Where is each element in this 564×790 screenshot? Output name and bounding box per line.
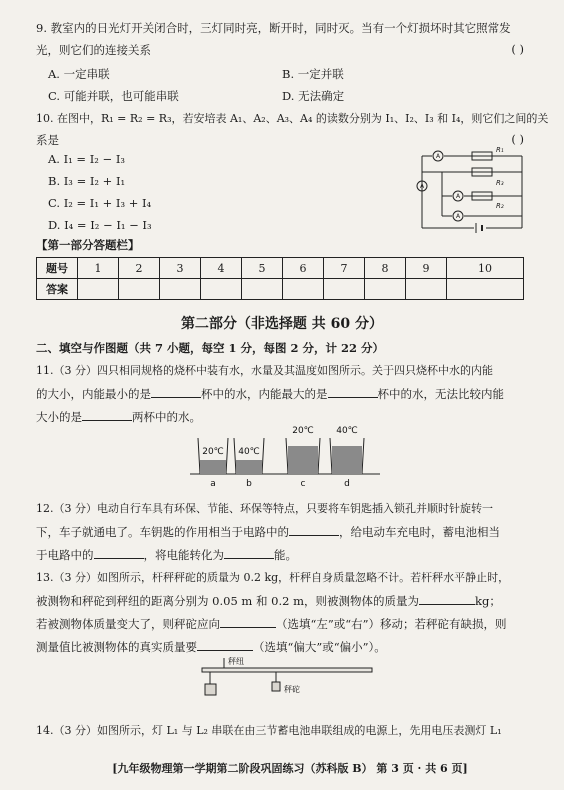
q11-stem-line3 [36,408,201,425]
answer-cell[interactable] [201,279,242,300]
q9-stem-line2: 光，则它们的连接关系 [36,43,151,57]
q10-option-a: A. I₁ = I₂ − I₃ [48,152,125,166]
q12-text: 能。 [274,548,297,562]
q11-text: 大小的是 [36,410,82,424]
answer-table-number-row [37,258,524,279]
q13-steelyard-figure [190,654,380,708]
answer-cell[interactable] [365,279,406,300]
answer-table-number: 3 [160,258,201,279]
answer-table-row2-label: 答案 [37,279,78,300]
q10-ammeter-a1-label: A [435,153,441,160]
q11-text: 杯中的水，内能最大的是 [201,387,328,401]
q13-text: 测量值比被测物体的真实质量要 [36,640,197,654]
q13-blank-direction[interactable] [220,615,276,628]
q11-blank-incomparable[interactable] [82,408,132,421]
q12-text: 于电路中的 [36,548,94,562]
answer-cell[interactable] [119,279,160,300]
q11-stem-line2 [36,385,504,402]
q10-circuit-diagram [412,142,530,238]
answer-cell[interactable] [406,279,447,300]
q14-stem-line1: 14.（3 分）如图所示，灯 L₁ 与 L₂ 串联在由三节蓄电池串联组成的电源上，先用电压表测灯 L₁ [36,724,502,737]
q11-stem-line1: 11.（3 分）四只相同规格的烧杯中装有水，水量及其温度如图所示。关于四只烧杯中水的内能 [36,364,493,377]
answer-table [36,257,524,300]
q10-answer-paren: ( ) [511,132,524,146]
q13-text: （选填“左”或“右”）移动；若秤砣有缺损，则 [276,617,507,631]
q10-option-d: D. I₄ = I₂ − I₁ − I₃ [48,218,152,232]
q10-option-b: B. I₃ = I₂ + I₁ [48,174,126,188]
q12-text: ，给电动车充电时，蓄电池相当 [339,525,500,539]
q9-stem-line1: 9. 教室内的日光灯开关闭合时，三灯同时亮，断开时，同时灭。当有一个灯损坏时其它照常发 [36,21,511,35]
answer-cell[interactable] [283,279,324,300]
part2-section-heading: 二、填空与作图题（共 7 小题，每空 1 分，每图 2 分，计 22 分） [36,341,385,355]
q11-beaker-b-temp: 40℃ [238,447,260,457]
q12-text: ，将电能转化为 [143,548,224,562]
q12-stem-line2 [36,523,500,540]
q10-r1-label: R₁ [496,146,504,154]
answer-cell[interactable] [160,279,201,300]
q13-text: （选填“偏大”或“偏小”）。 [253,640,386,654]
q13-stem-line3 [36,615,507,632]
answer-table-number: 8 [365,258,406,279]
answer-table-number: 10 [447,258,524,279]
q10-ammeter-a3-label: A [455,193,461,200]
answer-cell[interactable] [447,279,524,300]
q13-weight-label: 秤砣 [284,685,300,694]
q13-blank-mass[interactable] [419,592,475,605]
answer-table-number: 7 [324,258,365,279]
q10-ammeter-a4-label: A [455,213,461,220]
q11-beaker-d-label: d [344,479,350,489]
q12-blank-battery[interactable] [94,546,144,559]
q13-text: 若被测物体质量变大了，则秤砣应向 [36,617,220,631]
answer-table-number: 1 [78,258,119,279]
q9-option-a: A. 一定串联 [48,67,110,81]
q10-r2-label: R₂ [496,202,504,210]
q11-beaker-c-label: c [300,479,306,489]
answer-cell[interactable] [78,279,119,300]
q11-beaker-d-temp: 40℃ [336,426,358,436]
answer-table-number: 4 [201,258,242,279]
answer-table-caption: 【第一部分答题栏】 [36,238,140,252]
part2-title: 第二部分（非选择题 共 60 分） [180,316,384,332]
q13-knob-label: 秤纽 [228,657,244,666]
answer-cell[interactable] [242,279,283,300]
page-footer: [九年级物理第一学期第二阶段巩固练习（苏科版 B） 第 3 页 · 共 6 页] [112,762,468,775]
q11-blank-max[interactable] [328,385,378,398]
q11-text: 杯中的水，无法比较内能 [377,387,504,401]
q9-option-b: B. 一定并联 [282,67,344,81]
q11-text: 两杯中的水。 [132,410,201,424]
q11-beaker-a-label: a [210,479,216,489]
q12-blank-energy[interactable] [224,546,274,559]
q12-stem-line3 [36,546,297,563]
q13-text: kg； [474,594,501,608]
q10-r3-label: R₃ [496,179,504,187]
answer-table-row1-label: 题号 [37,258,78,279]
q13-text: 被测物和秤砣到秤纽的距离分别为 0.05 m 和 0.2 m，则被测物体的质量为 [36,594,419,608]
answer-table-number: 9 [406,258,447,279]
q9-option-c: C. 可能并联，也可能串联 [48,89,179,103]
q11-beaker-a-temp: 20℃ [202,447,224,457]
q12-text: 下，车子就通电了。车钥匙的作用相当于电路中的 [36,525,289,539]
q13-blank-bias[interactable] [197,638,253,651]
q9-answer-paren: ( ) [511,42,524,56]
answer-table-answer-row [37,279,524,300]
answer-cell[interactable] [324,279,365,300]
q12-blank-key[interactable] [289,523,339,536]
q10-option-c: C. I₂ = I₁ + I₃ + I₄ [48,196,152,210]
q10-stem-line2: 系是 [36,133,59,147]
answer-table-number: 6 [283,258,324,279]
q9-option-d: D. 无法确定 [282,89,345,103]
q12-stem-line1: 12.（3 分）电动自行车具有环保、节能、环保等特点，只要将车钥匙插入锁孔并顺时针旋转一 [36,502,493,515]
answer-table-number: 5 [242,258,283,279]
q11-beaker-b-label: b [246,479,252,489]
q10-stem-line1: 10. 在图中，R₁ = R₂ = R₃，若安培表 A₁、A₂、A₃、A₄ 的读数分别为 I₁、I₂、I₃ 和 I₄，则它们之间的关 [36,112,549,125]
q13-stem-line2 [36,592,501,609]
answer-table-number: 2 [119,258,160,279]
q11-beakers-figure [190,420,380,490]
q13-stem-line1: 13.（3 分）如图所示，杆秤秤砣的质量为 0.2 kg，杆秤自身质量忽略不计。若杆秤水平静止时， [36,571,510,584]
q13-stem-line4 [36,638,386,655]
q11-beaker-c-temp: 20℃ [292,426,314,436]
q11-blank-min[interactable] [151,385,201,398]
q10-ammeter-a2-label: A [419,183,425,190]
q11-text: 的大小，内能最小的是 [36,387,151,401]
